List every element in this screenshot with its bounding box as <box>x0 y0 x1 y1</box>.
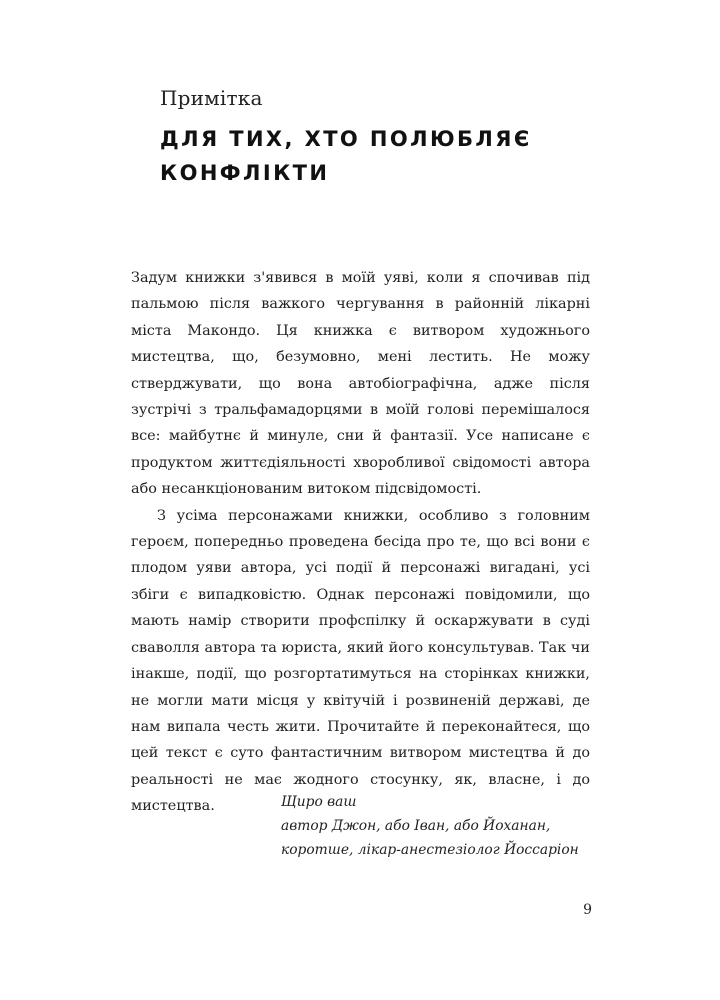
signature-line-2: автор Джон, або Іван, або Йоханан, <box>281 818 551 834</box>
signature-line-3: коротше, лікар-анестезіолог Йоссаріон <box>281 842 579 858</box>
chapter-title <box>160 122 580 190</box>
page-number: 9 <box>583 902 592 918</box>
signature <box>281 790 591 862</box>
signature-line-1: Щиро ваш <box>281 794 357 810</box>
paragraph-2: З усіма персонажами книжки, особливо з головним героєм, попередньо проведена бесіда про те, що всі вони є плодом уяви автора, усі події й персонажі вигадані, усі збіги є випадковістю. Однак персонажі повідомили, що мають намір створити профспілку й оскаржувати в суді сваволля автора та юриста, який його консультував. Так чи інакше, події, що розгортатимуться на сторінках книжки, не могли мати місця у квітучій і розвиненій державі, де нам випала честь жити. Прочитайте й переконайтеся, що цей текст є суто фантастичним витвором мистецтва й до реальності не має жодного стосунку, як, власне, і до мистецтва. <box>131 507 590 815</box>
body-text <box>131 265 590 820</box>
section-label: Примітка <box>160 86 263 110</box>
chapter-title-line-1: ДЛЯ ТИХ, ХТО ПОЛЮБЛЯЄ <box>160 127 532 151</box>
paragraph-1: Задум книжки з'явився в моїй уяві, коли я спочивав під пальмою після важкого чергування в районній лікарні міста Макондо. Ця книжка є витвором художнього мистецтва, що, безумовно, мені лестить. Не можу стверджувати, що вона автобіографічна, адже після зустрічі з тральфамадорцями в моїй голові перемішалося все: майбутнє й минуле, сни й фантазії. Усе написане є продуктом життєдіяльності хворобливої свідомості автора або несанкціонованим витоком підсвідомості. <box>131 270 590 498</box>
chapter-title-line-2: КОНФЛІКТИ <box>160 161 330 185</box>
